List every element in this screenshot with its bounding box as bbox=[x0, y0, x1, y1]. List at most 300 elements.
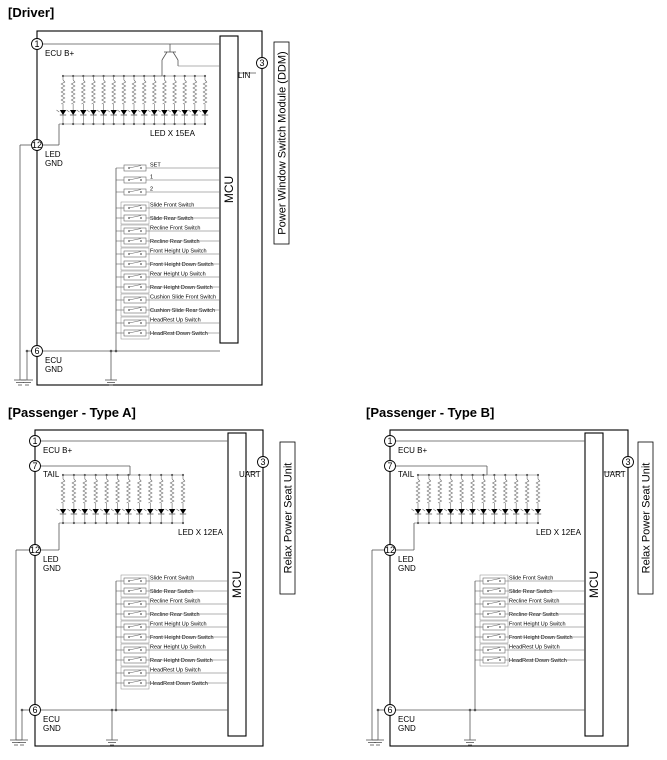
mcu-label: MCU bbox=[222, 175, 236, 204]
junction-dot bbox=[469, 709, 472, 712]
switch-node bbox=[140, 191, 142, 193]
junction-dot bbox=[184, 123, 186, 125]
switch-label: Rear Height Up Switch bbox=[150, 644, 206, 651]
junction-dot bbox=[526, 522, 528, 524]
switch-node bbox=[140, 672, 142, 674]
led-emission bbox=[466, 509, 469, 511]
pin-tail: 7 bbox=[387, 461, 393, 472]
junction-dot bbox=[111, 709, 114, 712]
resistor bbox=[203, 80, 207, 104]
led-emission bbox=[148, 110, 151, 112]
junction-dot bbox=[84, 522, 86, 524]
switch-node bbox=[140, 276, 142, 278]
led-diode bbox=[70, 110, 76, 115]
led-diode bbox=[121, 110, 127, 115]
switch-body bbox=[483, 578, 505, 584]
led-diode bbox=[82, 509, 88, 514]
led-emission bbox=[78, 509, 81, 511]
switch-node bbox=[128, 299, 130, 301]
junction-dot bbox=[171, 522, 173, 524]
switch-body bbox=[483, 611, 505, 617]
ecu-gnd-label: ECU bbox=[398, 715, 415, 724]
switch-node bbox=[140, 240, 142, 242]
led-emission bbox=[97, 110, 100, 112]
resistor bbox=[105, 479, 109, 503]
resistor bbox=[132, 80, 136, 104]
switch-label: HeadRest Down Switch bbox=[509, 658, 567, 664]
resistor bbox=[94, 479, 98, 503]
led-emission bbox=[532, 509, 535, 511]
led-diode bbox=[524, 509, 530, 514]
switch-node bbox=[499, 649, 501, 651]
led-emission bbox=[444, 509, 447, 511]
pin-b-plus: 1 bbox=[34, 39, 40, 50]
junction-dot bbox=[149, 522, 151, 524]
switch-label: Recline Front Switch bbox=[509, 598, 560, 605]
switch-body bbox=[483, 601, 505, 607]
led-emission bbox=[488, 509, 491, 511]
resistor bbox=[72, 479, 76, 503]
pin-comm: 3 bbox=[259, 58, 265, 69]
junction-dot bbox=[482, 522, 484, 524]
switch-body bbox=[483, 588, 505, 594]
junction-dot bbox=[537, 522, 539, 524]
resistor bbox=[61, 479, 65, 503]
switch-node bbox=[140, 167, 142, 169]
switch-label: Recline Rear Switch bbox=[150, 239, 200, 245]
switch-node bbox=[487, 603, 489, 605]
led-diode bbox=[192, 110, 198, 115]
led-diode bbox=[513, 509, 519, 514]
switch-label: Recline Rear Switch bbox=[509, 612, 559, 618]
switch-label: HeadRest Down Switch bbox=[150, 681, 208, 687]
b-plus-label: ECU B+ bbox=[398, 446, 428, 455]
resistor bbox=[159, 479, 163, 503]
resistor bbox=[92, 80, 96, 104]
junction-dot bbox=[163, 123, 165, 125]
junction-dot bbox=[113, 123, 115, 125]
led-diode bbox=[111, 110, 117, 115]
resistor bbox=[102, 80, 106, 104]
junction-dot bbox=[123, 123, 125, 125]
b-plus-label: ECU B+ bbox=[45, 49, 75, 58]
switch-body bbox=[124, 634, 146, 640]
switch-node bbox=[140, 207, 142, 209]
led-diode bbox=[147, 509, 153, 514]
switch-body bbox=[124, 601, 146, 607]
led-emission bbox=[188, 110, 191, 112]
switch-node bbox=[140, 613, 142, 615]
switch-body bbox=[124, 215, 146, 221]
switch-label: Rear Height Down Switch bbox=[150, 658, 213, 664]
junction-dot bbox=[153, 123, 155, 125]
led-diode bbox=[93, 509, 99, 514]
comm-label: LIN bbox=[238, 71, 251, 80]
led-emission bbox=[57, 509, 60, 511]
switch-node bbox=[128, 167, 130, 169]
led-gnd-label: GND bbox=[45, 159, 63, 168]
switch-node bbox=[128, 649, 130, 651]
led-diode bbox=[469, 509, 475, 514]
switch-node bbox=[487, 626, 489, 628]
resistor bbox=[61, 80, 65, 104]
module-label: Power Window Switch Module (DDM) bbox=[276, 51, 289, 235]
ecu-gnd-label: GND bbox=[43, 724, 61, 733]
led-diode bbox=[448, 509, 454, 514]
resistor bbox=[122, 80, 126, 104]
junction-dot bbox=[95, 522, 97, 524]
led-diode bbox=[151, 110, 157, 115]
junction-dot bbox=[72, 123, 74, 125]
switch-node bbox=[140, 332, 142, 334]
junction-dot bbox=[115, 350, 118, 353]
switch-body bbox=[124, 578, 146, 584]
switch-label: Front Height Down Switch bbox=[150, 635, 214, 641]
switch-node bbox=[128, 276, 130, 278]
switch-body bbox=[124, 274, 146, 280]
switch-body bbox=[124, 228, 146, 234]
mcu-label: MCU bbox=[230, 570, 244, 599]
led-diode bbox=[502, 509, 508, 514]
switch-node bbox=[140, 580, 142, 582]
switch-label: Recline Front Switch bbox=[150, 225, 201, 232]
switch-node bbox=[487, 590, 489, 592]
resistor bbox=[152, 80, 156, 104]
switch-node bbox=[140, 263, 142, 265]
junction-dot bbox=[439, 522, 441, 524]
led-diode bbox=[458, 509, 464, 514]
junction-dot bbox=[133, 123, 135, 125]
switch-body bbox=[124, 330, 146, 336]
resistor bbox=[493, 479, 497, 503]
pin-led-gnd: 12 bbox=[29, 545, 41, 556]
led-emission bbox=[422, 509, 425, 511]
switch-body bbox=[483, 657, 505, 663]
led-diode bbox=[71, 509, 77, 514]
led-diode bbox=[480, 509, 486, 514]
resistor bbox=[438, 479, 442, 503]
switch-node bbox=[128, 682, 130, 684]
junction-dot bbox=[461, 522, 463, 524]
led-diode bbox=[141, 110, 147, 115]
switch-label: HeadRest Down Switch bbox=[150, 331, 208, 337]
led-diode bbox=[180, 509, 186, 514]
switch-node bbox=[499, 636, 501, 638]
switch-node bbox=[499, 580, 501, 582]
pin-led-gnd: 12 bbox=[384, 545, 396, 556]
transistor bbox=[173, 52, 178, 60]
switch-body bbox=[124, 307, 146, 313]
junction-dot bbox=[127, 522, 129, 524]
led-diode bbox=[182, 110, 188, 115]
switch-node bbox=[487, 580, 489, 582]
junction-dot bbox=[173, 123, 175, 125]
switch-node bbox=[140, 299, 142, 301]
led-emission bbox=[89, 509, 92, 511]
switch-node bbox=[128, 580, 130, 582]
resistor bbox=[193, 80, 197, 104]
pin-ecu-gnd: 6 bbox=[387, 705, 393, 716]
switch-body bbox=[124, 611, 146, 617]
resistor bbox=[170, 479, 174, 503]
switch-node bbox=[128, 603, 130, 605]
resistor bbox=[81, 80, 85, 104]
switch-label: Front Height Up Switch bbox=[509, 621, 566, 628]
switch-label: Cushion Slide Rear Switch bbox=[150, 308, 216, 314]
junction-dot bbox=[73, 522, 75, 524]
junction-dot bbox=[92, 123, 94, 125]
led-emission bbox=[87, 110, 90, 112]
switch-body bbox=[124, 624, 146, 630]
switch-node bbox=[128, 207, 130, 209]
led-gnd-label: GND bbox=[398, 564, 416, 573]
switch-node bbox=[128, 590, 130, 592]
switch-node bbox=[128, 626, 130, 628]
resistor bbox=[116, 479, 120, 503]
switch-node bbox=[499, 659, 501, 661]
switch-body bbox=[124, 251, 146, 257]
switch-node bbox=[140, 286, 142, 288]
section-title: [Driver] bbox=[8, 5, 55, 20]
switch-label: HeadRest Up Switch bbox=[509, 644, 560, 651]
led-diode bbox=[158, 509, 164, 514]
junction-dot bbox=[21, 709, 24, 712]
led-diode bbox=[60, 110, 66, 115]
pin-ecu-gnd: 6 bbox=[34, 346, 40, 357]
led-emission bbox=[510, 509, 513, 511]
section-pass-a bbox=[8, 405, 295, 746]
section-title: [Passenger - Type B] bbox=[366, 405, 495, 420]
pin-comm: 3 bbox=[260, 457, 266, 468]
switch-label: 2 bbox=[150, 186, 154, 193]
junction-dot bbox=[515, 522, 517, 524]
section-driver bbox=[8, 5, 289, 385]
ecu-gnd-label: GND bbox=[45, 365, 63, 374]
resistor bbox=[525, 479, 529, 503]
switch-body bbox=[124, 177, 146, 183]
switch-label: HeadRest Up Switch bbox=[150, 317, 201, 324]
junction-dot bbox=[102, 123, 104, 125]
junction-dot bbox=[26, 350, 29, 353]
led-diode bbox=[80, 110, 86, 115]
switch-node bbox=[140, 603, 142, 605]
junction-dot bbox=[116, 522, 118, 524]
resistor bbox=[138, 479, 142, 503]
switch-label: Front Height Down Switch bbox=[509, 635, 573, 641]
switch-node bbox=[128, 217, 130, 219]
resistor bbox=[183, 80, 187, 104]
led-gnd-label: GND bbox=[43, 564, 61, 573]
switch-node bbox=[128, 191, 130, 193]
switch-node bbox=[128, 263, 130, 265]
resistor bbox=[71, 80, 75, 104]
switch-body bbox=[124, 284, 146, 290]
tail-label: TAIL bbox=[43, 470, 60, 479]
junction-dot bbox=[160, 522, 162, 524]
led-diode bbox=[100, 110, 106, 115]
led-diode bbox=[491, 509, 497, 514]
resistor bbox=[449, 479, 453, 503]
switch-body bbox=[124, 670, 146, 676]
switch-node bbox=[140, 659, 142, 661]
led-gnd-label: LED bbox=[45, 150, 61, 159]
switch-body bbox=[124, 320, 146, 326]
led-emission bbox=[155, 509, 158, 511]
junction-dot bbox=[106, 522, 108, 524]
switch-node bbox=[128, 286, 130, 288]
junction-dot bbox=[450, 522, 452, 524]
switch-body bbox=[124, 657, 146, 663]
resistor bbox=[83, 479, 87, 503]
section-title: [Passenger - Type A] bbox=[8, 405, 136, 420]
switch-node bbox=[487, 649, 489, 651]
section-pass-b bbox=[366, 405, 653, 746]
resistor bbox=[416, 479, 420, 503]
switch-body bbox=[483, 647, 505, 653]
led-count-label: LED X 15EA bbox=[150, 129, 195, 138]
switch-node bbox=[140, 230, 142, 232]
led-count-label: LED X 12EA bbox=[536, 528, 581, 537]
led-emission bbox=[77, 110, 80, 112]
comm-label: UART bbox=[604, 470, 626, 479]
ecu-gnd-label: ECU bbox=[45, 356, 62, 365]
resistor bbox=[148, 479, 152, 503]
led-emission bbox=[168, 110, 171, 112]
switch-body bbox=[124, 205, 146, 211]
switch-body bbox=[124, 680, 146, 686]
led-diode bbox=[60, 509, 66, 514]
switch-node bbox=[128, 240, 130, 242]
resistor bbox=[112, 80, 116, 104]
switch-label: Slide Front Switch bbox=[150, 202, 195, 209]
switch-node bbox=[140, 626, 142, 628]
led-emission bbox=[67, 110, 70, 112]
junction-dot bbox=[471, 522, 473, 524]
switch-node bbox=[140, 649, 142, 651]
transistor bbox=[162, 52, 167, 60]
led-diode bbox=[535, 509, 541, 514]
switch-label: SET bbox=[150, 162, 161, 169]
resistor bbox=[173, 80, 177, 104]
led-emission bbox=[177, 509, 180, 511]
led-emission bbox=[433, 509, 436, 511]
led-diode bbox=[114, 509, 120, 514]
switch-node bbox=[140, 179, 142, 181]
switch-label: Slide Rear Switch bbox=[509, 589, 553, 595]
switch-label: Slide Front Switch bbox=[150, 575, 195, 582]
switch-label: Slide Front Switch bbox=[509, 575, 554, 582]
switch-node bbox=[128, 332, 130, 334]
led-diode bbox=[202, 110, 208, 115]
led-diode bbox=[90, 110, 96, 115]
resistor bbox=[503, 479, 507, 503]
switch-node bbox=[128, 613, 130, 615]
led-emission bbox=[166, 509, 169, 511]
led-emission bbox=[477, 509, 480, 511]
resistor bbox=[460, 479, 464, 503]
switch-node bbox=[499, 626, 501, 628]
switch-node bbox=[499, 590, 501, 592]
led-diode bbox=[161, 110, 167, 115]
led-count-label: LED X 12EA bbox=[178, 528, 223, 537]
switch-label: Slide Rear Switch bbox=[150, 589, 194, 595]
switch-node bbox=[128, 636, 130, 638]
comm-label: UART bbox=[239, 470, 261, 479]
junction-dot bbox=[194, 123, 196, 125]
junction-dot bbox=[115, 709, 118, 712]
led-emission bbox=[199, 110, 202, 112]
switch-node bbox=[140, 636, 142, 638]
switch-node bbox=[499, 603, 501, 605]
switch-node bbox=[140, 253, 142, 255]
switch-label: Front Height Up Switch bbox=[150, 621, 207, 628]
led-emission bbox=[455, 509, 458, 511]
switch-body bbox=[483, 624, 505, 630]
led-diode bbox=[131, 110, 137, 115]
switch-body bbox=[124, 261, 146, 267]
switch-body bbox=[124, 238, 146, 244]
resistor bbox=[142, 80, 146, 104]
switch-node bbox=[128, 230, 130, 232]
led-diode bbox=[125, 509, 131, 514]
switch-node bbox=[487, 613, 489, 615]
led-emission bbox=[122, 509, 125, 511]
led-emission bbox=[133, 509, 136, 511]
junction-dot bbox=[204, 123, 206, 125]
module-label: Relax Power Seat Unit bbox=[640, 462, 653, 574]
switch-node bbox=[128, 322, 130, 324]
resistor bbox=[482, 479, 486, 503]
junction-dot bbox=[110, 350, 113, 353]
resistor bbox=[127, 479, 131, 503]
junction-dot bbox=[82, 123, 84, 125]
led-emission bbox=[138, 110, 141, 112]
led-diode bbox=[103, 509, 109, 514]
led-emission bbox=[158, 110, 161, 112]
switch-label: HeadRest Up Switch bbox=[150, 667, 201, 674]
switch-node bbox=[140, 590, 142, 592]
led-emission bbox=[178, 110, 181, 112]
led-emission bbox=[521, 509, 524, 511]
switch-node bbox=[128, 672, 130, 674]
led-emission bbox=[128, 110, 131, 112]
led-diode bbox=[426, 509, 432, 514]
junction-dot bbox=[474, 709, 477, 712]
switch-node bbox=[140, 309, 142, 311]
resistor bbox=[427, 479, 431, 503]
switch-body bbox=[483, 634, 505, 640]
module-label: Relax Power Seat Unit bbox=[282, 462, 295, 574]
junction-dot bbox=[138, 522, 140, 524]
led-gnd-label: LED bbox=[43, 555, 59, 564]
switch-node bbox=[140, 322, 142, 324]
switch-label: Recline Front Switch bbox=[150, 598, 201, 605]
switch-label: Cushion Slide Front Switch bbox=[150, 294, 217, 301]
resistor bbox=[514, 479, 518, 503]
switch-node bbox=[128, 659, 130, 661]
resistor bbox=[536, 479, 540, 503]
junction-dot bbox=[182, 522, 184, 524]
switch-node bbox=[128, 253, 130, 255]
led-emission bbox=[499, 509, 502, 511]
junction-dot bbox=[377, 709, 380, 712]
switch-label: 1 bbox=[150, 174, 154, 181]
junction-dot bbox=[428, 522, 430, 524]
resistor bbox=[471, 479, 475, 503]
led-emission bbox=[144, 509, 147, 511]
ecu-gnd-label: ECU bbox=[43, 715, 60, 724]
switch-label: Front Height Up Switch bbox=[150, 248, 207, 255]
